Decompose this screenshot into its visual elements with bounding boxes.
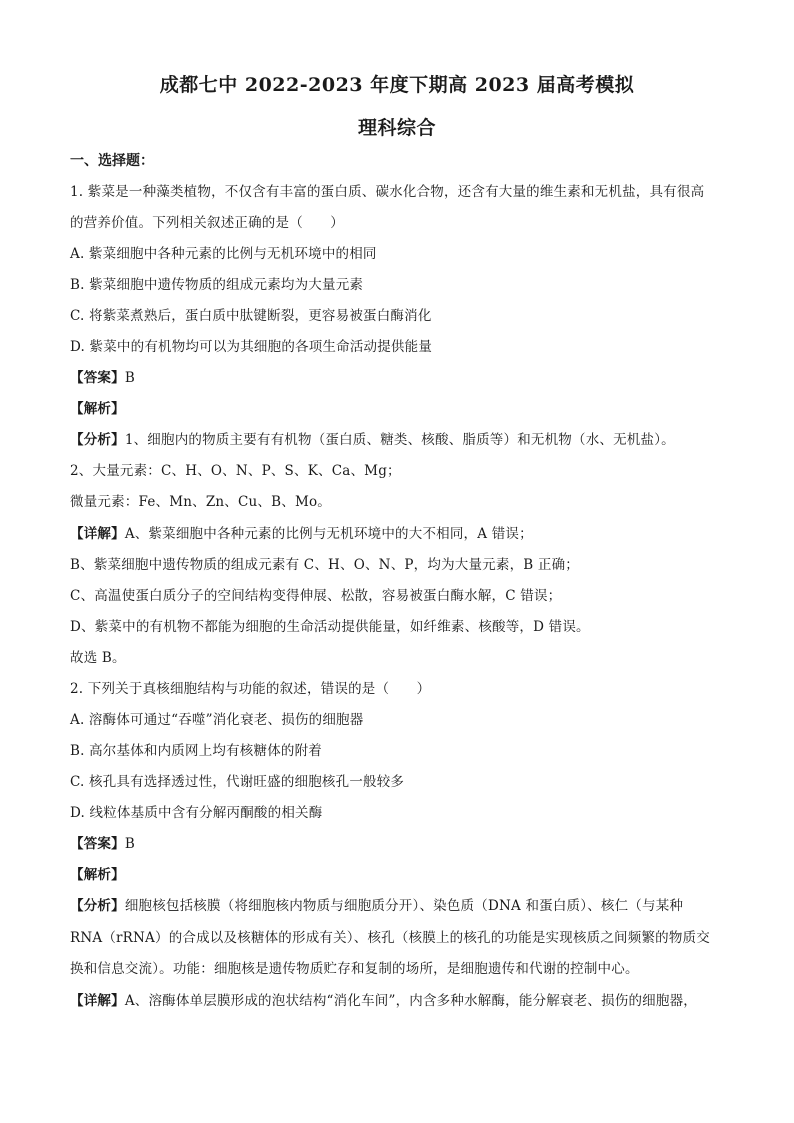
- q2-detail-a: [70, 992, 730, 1010]
- q1-fenxi-tag: 【分析】: [70, 432, 125, 448]
- q1-detail-a: [70, 525, 730, 543]
- q1-stem-line2: 的营养价值。下列相关叙述正确的是（ ）: [70, 215, 344, 231]
- q2-fenxi-line3: 换和信息交流）。功能：细胞核是遗传物质贮存和复制的场所，是细胞遗传和代谢的控制中心。: [70, 961, 639, 977]
- q1-detail-tag: 【详解】: [70, 526, 125, 542]
- q2-analysis-heading: 【解析】: [70, 867, 125, 883]
- page-title: 成都七中 2022-2023 年度下期高 2023 届高考模拟: [159, 74, 635, 96]
- q1-stem-line1: 1. 紫菜是一种藻类植物，不仅含有丰富的蛋白质、碳水化合物，还含有大量的维生素和无机盐，具有很高: [70, 184, 705, 200]
- section-heading: 一、选择题：: [70, 153, 154, 169]
- q2-fenxi-line1: [70, 897, 730, 915]
- q2-detail-a-text: A、溶酶体单层膜形成的泡状结构“消化车间”，内含多种水解酶，能分解衰老、损伤的细胞器，: [124, 993, 697, 1009]
- q2-detail-tag: 【详解】: [70, 993, 125, 1009]
- q1-answer-value: B: [124, 370, 135, 386]
- q1-option-a: A. 紫菜细胞中各种元素的比例与无机环境中的相同: [70, 246, 377, 262]
- q2-option-d: D. 线粒体基质中含有分解丙酮酸的相关酶: [70, 805, 323, 821]
- q2-fenxi-line2: RNA（rRNA）的合成以及核糖体的形成有关）、核孔（核膜上的核孔的功能是实现核质之间频繁的物质交: [70, 930, 710, 946]
- q1-option-d: D. 紫菜中的有机物均可以为其细胞的各项生命活动提供能量: [70, 339, 433, 355]
- q1-analysis-heading: 【解析】: [70, 401, 125, 417]
- q1-fenxi-line2: 2、大量元素：C、H、O、N、P、S、K、Ca、Mg；: [70, 463, 401, 479]
- q1-detail-d: D、紫菜中的有机物不都能为细胞的生命活动提供能量，如纤维素、核酸等，D 错误。: [70, 619, 590, 635]
- q2-fenxi-text1: 细胞核包括核膜（将细胞核内物质与细胞质分开）、染色质（DNA 和蛋白质）、核仁（与某种: [124, 898, 684, 914]
- q2-option-b: B. 高尔基体和内质网上均有核糖体的附着: [70, 743, 323, 759]
- q2-fenxi-tag: 【分析】: [70, 898, 125, 914]
- q1-detail-a-text: A、紫菜细胞中各种元素的比例与无机环境中的大不相同，A 错误；: [124, 526, 533, 542]
- q1-option-b: B. 紫菜细胞中遗传物质的组成元素均为大量元素: [70, 277, 364, 293]
- page-subtitle: 理科综合: [357, 117, 436, 139]
- q2-stem: 2. 下列关于真核细胞结构与功能的叙述，错误的是（ ）: [70, 681, 431, 697]
- q2-option-c: C. 核孔具有选择透过性，代谢旺盛的细胞核孔一般较多: [70, 774, 405, 790]
- q1-fenxi-line3: 微量元素：Fe、Mn、Zn、Cu、B、Mo。: [70, 494, 332, 510]
- q2-answer: [70, 835, 730, 853]
- q1-conclusion: 故选 B。: [70, 650, 126, 666]
- q1-detail-b: B、紫菜细胞中遗传物质的组成元素有 C、H、O、N、P，均为大量元素，B 正确；: [70, 557, 579, 573]
- q2-answer-value: B: [124, 836, 135, 852]
- q1-answer: [70, 369, 730, 387]
- q1-fenxi-text1: 1、细胞内的物质主要有有机物（蛋白质、糖类、核酸、脂质等）和无机物（水、无机盐）。: [124, 432, 675, 448]
- q2-option-a: A. 溶酶体可通过“吞噬”消化衰老、损伤的细胞器: [70, 712, 364, 728]
- q1-option-c: C. 将紫菜煮熟后，蛋白质中肽键断裂，更容易被蛋白酶消化: [70, 308, 432, 324]
- q1-detail-c: C、高温使蛋白质分子的空间结构变得伸展、松散，容易被蛋白酶水解，C 错误；: [70, 588, 562, 604]
- q2-answer-tag: 【答案】: [70, 836, 125, 852]
- q1-answer-tag: 【答案】: [70, 370, 125, 386]
- q1-fenxi-line1: [70, 431, 730, 449]
